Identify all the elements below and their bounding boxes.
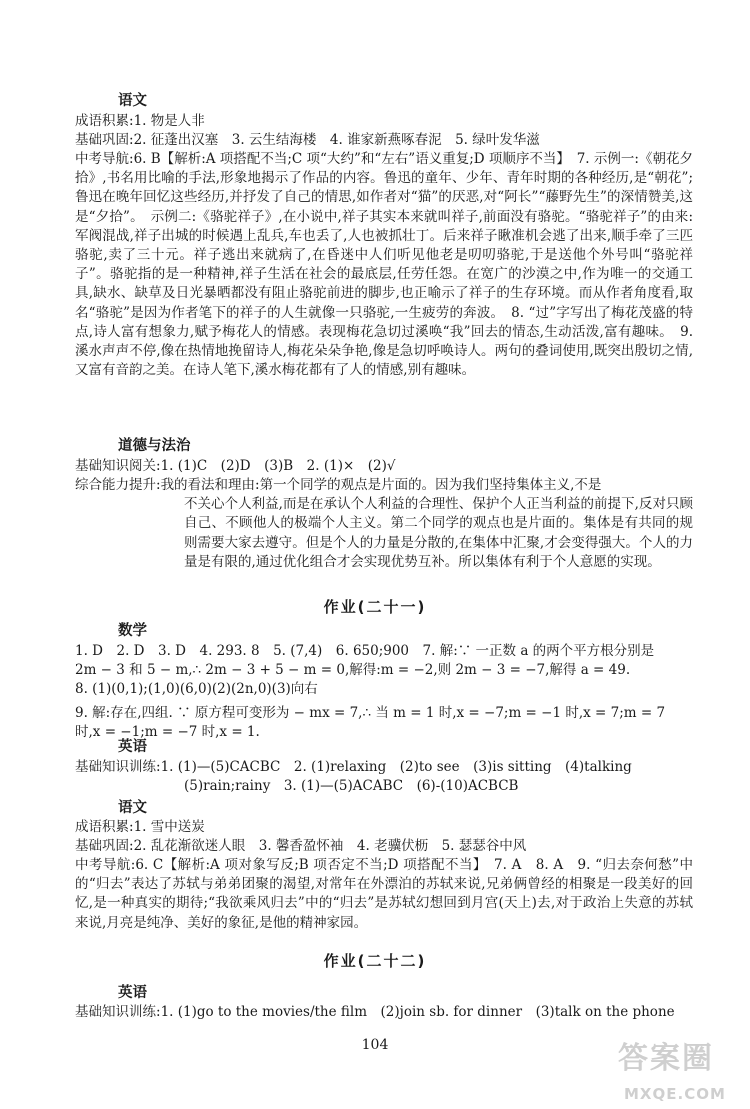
chinese-2-consolidation: 基础巩固:2. 乱花渐欲迷人眼 3. 馨香盈怀袖 4. 老骥伏枥 5. 瑟瑟谷中风 [75, 838, 527, 854]
english-1-basic-line1: 基础知识训练:1. (1)—(5)CACBC 2. (1)relaxing (2)to see (3)is sitting (4)talking [75, 759, 632, 775]
english-1-basic-line2: (5)rain;rainy 3. (1)—(5)ACABC (6)-(10)ACBCB [184, 778, 519, 794]
subject-heading-chinese-1: 语文 [118, 93, 147, 109]
page-number: 104 [361, 1037, 389, 1053]
subject-heading-morality: 道德与法治 [118, 438, 191, 454]
homework-heading-21: 作业(二十一) [323, 598, 427, 616]
chinese-1-accumulation: 成语积累:1. 物是人非 [75, 113, 205, 129]
subject-heading-math: 数学 [118, 623, 147, 639]
chinese-2-exam-guide: 中考导航:6. C【解析:A 项对象写反;B 项否定不当;D 项搭配不当】 7. A 8. A 9. “归去奈何愁”中的“归去”表达了苏轼与弟弟团聚的渴望,对常年在外漂泊的苏轼来说,兄弟俩曾经的相聚是一段美好的回忆,是一种真实的期待;“我欲乘风归去”中的“归去”是苏轼幻想回到月宫(天上)去,对于政治上失意的苏轼来说,月亮是纯净、美好的象征,是他的精神家园。 [75, 857, 693, 931]
math-answers: 1. D 2. D 3. D 4. 293. 8 5. (7,4) 6. 650;900 7. 解:∵ 一正数 a 的两个平方根分别是 2m − 3 和 5 − m,∴ 2m − 3 + 5 − m = 0,解得:m = −2,则 2m − 3 = −7,解得 a = 49. 8. (1)(0,1);(1,0)(6,0)(2)(2n,0)(3)向右 9. 解:存在,四组. ∵ 原方程可变形为 − mx = 7,∴ 当 m = 1 时,x = −7;m = −1 时,x = 7;m = 7 时,x = −1;m = −7 时,x = 1. [75, 643, 666, 740]
english-2-basic-line1: 基础知识训练:1. (1)go to the movies/the film (2)join sb. for dinner (3)talk on the phone [75, 1004, 675, 1020]
chinese-1-exam-guide: 中考导航:6. B【解析:A 项搭配不当;C 项“大约”和“左右”语义重复;D 项顺序不当】 7. 示例一:《朝花夕拾》,书名用比喻的手法,形象地揭示了作品的内容。鲁迅的童年、少年、青年时期的各种经历,是“朝花”;鲁迅在晚年回忆这些经历,并抒发了自己的情思,如作者对“猫”的厌恶,对“阿长”“藤野先生”的深情赞美,这是“夕拾”。 示例二:《骆驼祥子》,在小说中,祥子其实本来就叫祥子,前面没有骆驼。“骆驼祥子”的由来:军阀混战,祥子出城的时候遇上乱兵,车也丢了,人也被抓壮丁。后来祥子瞅准机会逃了出来,顺手牵了三匹骆驼,卖了三十元。祥子逃出来就病了,在昏迷中人们听见他老是叨叨骆驼,于是送他个外号叫“骆驼祥子”。骆驼指的是一种精神,祥子生活在社会的最底层,任劳任怨。在宽广的沙漠之中,作为唯一的交通工具,缺水、缺草及日光暴晒都没有阻止骆驼前进的脚步,也正喻示了祥子的生存环境。而从作者角度看,取名“骆驼”是因为作者笔下的祥子的人生就像一只骆驼,一生疲劳的奔波。 8. “过”字写出了梅花茂盛的特点,诗人富有想象力,赋予梅花人的情感。表现梅花急切过溪唤“我”回去的情态,生动活泼,富有趣味。 9. 溪水声声不停,像在热情地挽留诗人,梅花朵朵争艳,像是急切呼唤诗人。两句的叠词使用,既突出殷切之情,又富有音韵之美。在诗人笔下,溪水梅花都有了人的情感,别有趣味。 [75, 151, 693, 379]
chinese-2-accumulation: 成语积累:1. 雪中送炭 [75, 819, 205, 835]
watermark-logo: 答案圈 MXQE.COM [618, 1041, 726, 1103]
subject-heading-chinese-2: 语文 [118, 800, 147, 816]
subject-heading-english-1: 英语 [118, 739, 147, 755]
chinese-1-consolidation: 基础巩固:2. 征蓬出汉塞 3. 云生结海楼 4. 谁家新燕啄春泥 5. 绿叶发华滋 [75, 132, 540, 148]
morality-ability: 综合能力提升:我的看法和理由:第一个同学的观点是片面的。因为我们坚持集体主义,不是 不关心个人利益,而是在承认个人利益的合理性、保护个人正当利益的前提下,反对只顾自己、不顾他人的极端个人主义。第二个同学的观点也是片面的。集体是有共同的规则需要大家去遵守。但是个人的力量是分散的,在集体中汇聚,才会变得强大。个人的力量是有限的,通过优化组合才会实现优势互补。所以集体有利于个人意愿的实现。 [75, 477, 693, 570]
subject-heading-english-2: 英语 [118, 985, 147, 1001]
homework-heading-22: 作业(二十二) [323, 952, 427, 970]
morality-basic-knowledge: 基础知识阅关:1. (1)C (2)D (3)B 2. (1)× (2)√ [75, 458, 396, 474]
